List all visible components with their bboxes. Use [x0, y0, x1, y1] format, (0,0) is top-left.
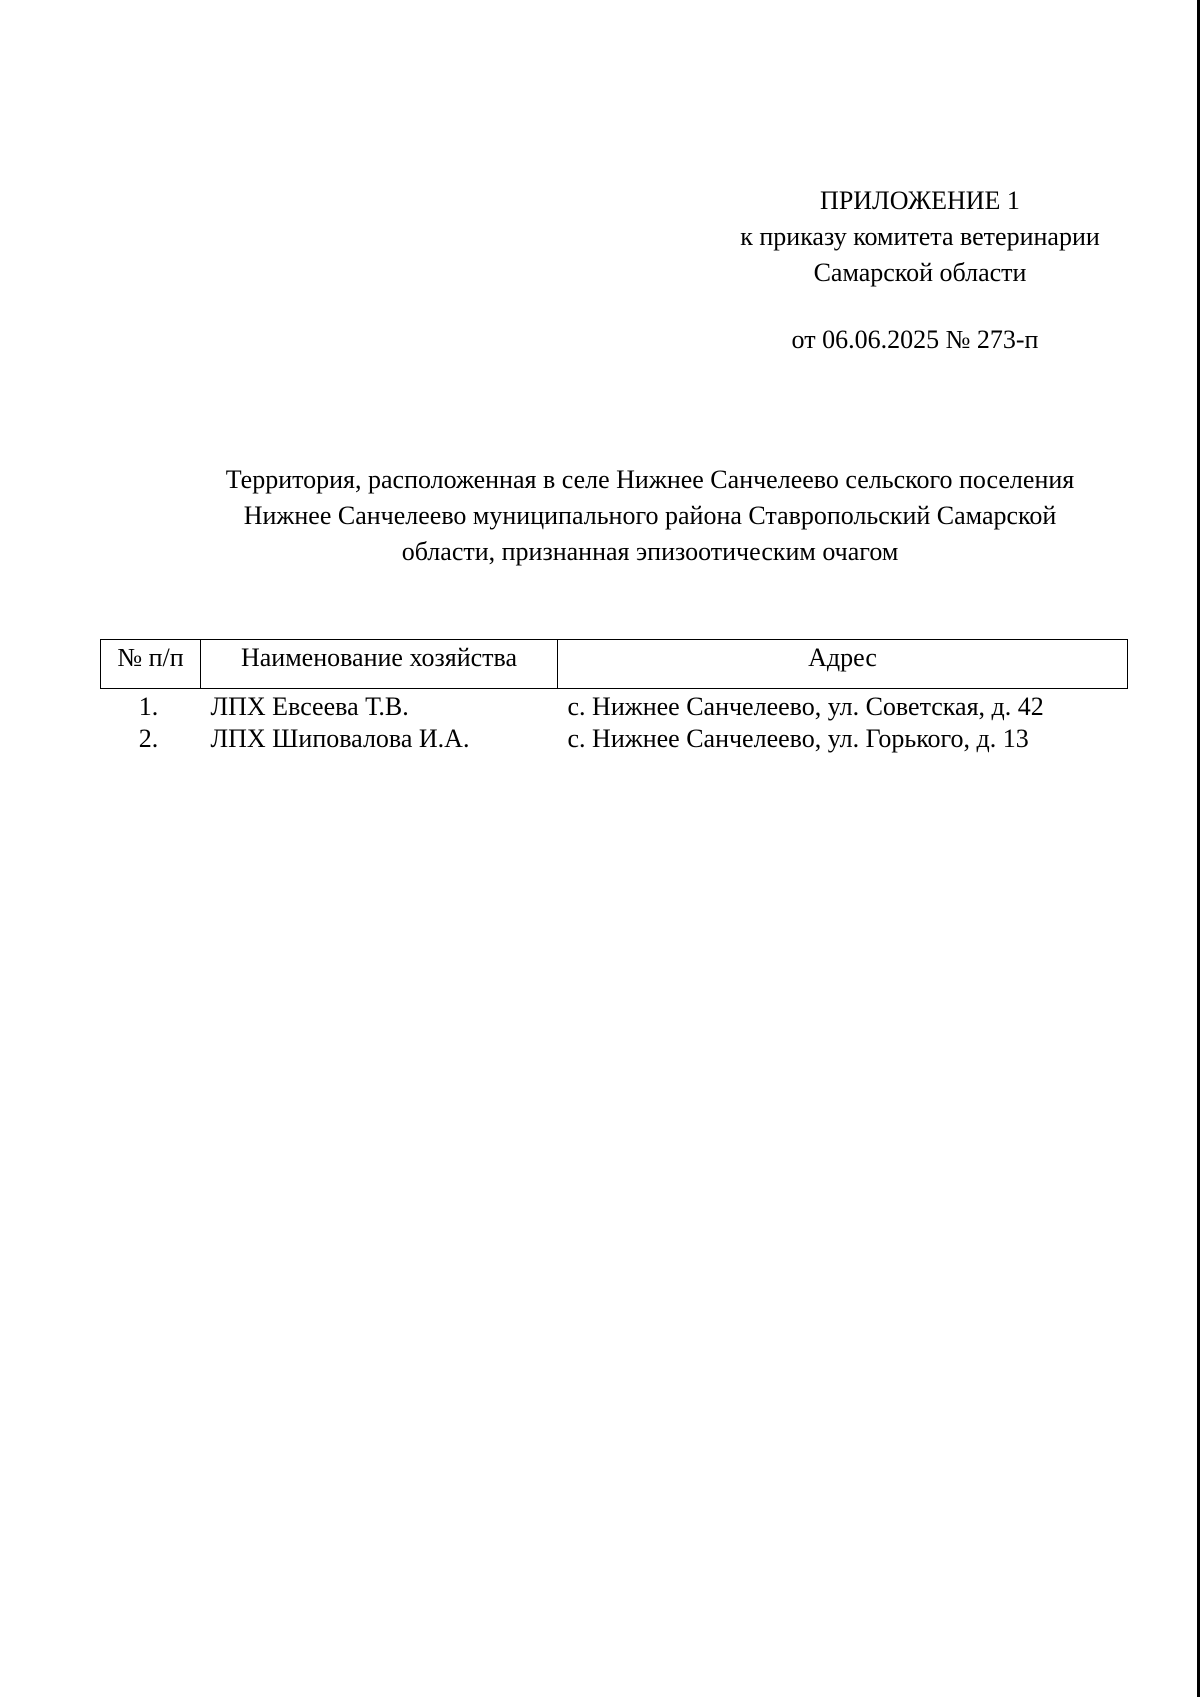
appendix-authority-line: Самарской области — [813, 258, 1027, 287]
header-address: Адрес — [558, 640, 1128, 689]
header-farm-name: Наименование хозяйства — [201, 640, 558, 689]
row-number: 1. — [138, 692, 159, 721]
appendix-heading: ПРИЛОЖЕНИЕ 1 — [820, 186, 1020, 215]
title-line-3: области, признанная эпизоотическим очагом — [401, 537, 899, 566]
row-farm-name: ЛПХ Евсеева Т.В. — [210, 692, 409, 721]
order-reference: от 06.06.2025 № 273-п — [791, 325, 1039, 354]
appendix-order-line: к приказу комитета ветеринарии — [740, 222, 1100, 251]
table-row — [101, 723, 1128, 755]
table-row — [101, 689, 1128, 724]
document-title — [150, 462, 1150, 570]
title-line-2: Нижнее Санчелеево муниципального района Ставропольский Самарской — [243, 501, 1057, 530]
row-number: 2. — [138, 724, 159, 753]
table-header-row — [101, 640, 1128, 689]
farms-table — [100, 639, 1128, 755]
header-number: № п/п — [101, 640, 201, 689]
appendix-header — [700, 183, 1140, 291]
row-address: с. Нижнее Санчелеево, ул. Советская, д. 42 — [567, 692, 1044, 721]
row-address: с. Нижнее Санчелеево, ул. Горького, д. 13 — [567, 724, 1029, 753]
row-farm-name: ЛПХ Шиповалова И.А. — [210, 724, 470, 753]
title-line-1: Территория, расположенная в селе Нижнее Санчелеево сельского поселения — [225, 465, 1075, 494]
